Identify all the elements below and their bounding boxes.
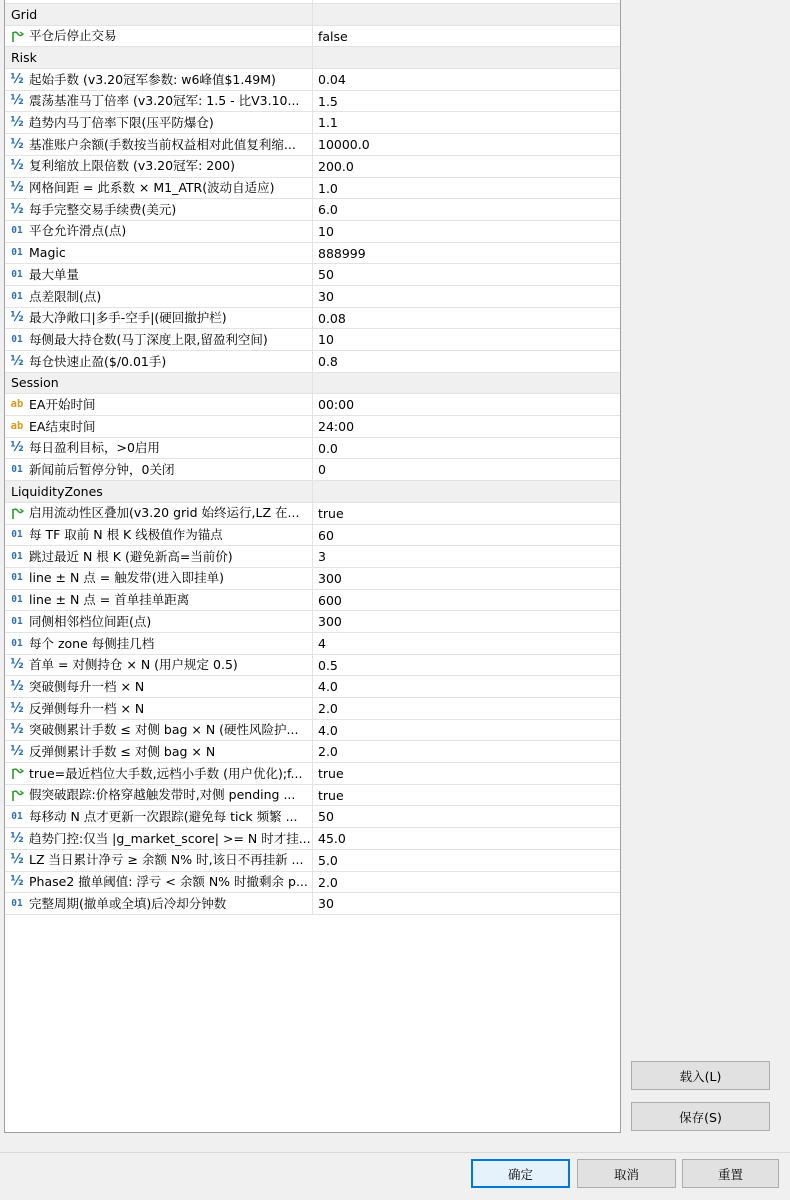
parameter-name-cell	[5, 394, 313, 415]
group-name-cell	[5, 4, 313, 25]
parameter-row[interactable]	[5, 698, 620, 720]
parameter-row[interactable]	[5, 156, 620, 178]
cancel-button[interactable]: 取消	[577, 1159, 676, 1188]
parameter-name-cell	[5, 655, 313, 676]
parameter-name-cell	[5, 459, 313, 480]
parameter-name-cell	[5, 568, 313, 589]
parameter-name-cell	[5, 741, 313, 762]
integer-type-icon: 01	[11, 811, 23, 823]
parameter-label: 最大净敞口|多手-空手|(硬回撤护栏)	[29, 310, 227, 326]
parameter-label: EA结束时间	[29, 418, 96, 434]
parameter-name-cell	[5, 763, 313, 784]
parameter-value-cell[interactable]: 3	[318, 549, 326, 565]
parameter-name-cell	[5, 850, 313, 871]
parameter-label: 同侧相邻档位间距(点)	[29, 613, 152, 629]
parameter-name-cell	[5, 329, 313, 350]
parameter-name-cell	[5, 264, 313, 285]
parameter-label: 最大单量	[29, 266, 80, 282]
parameter-name-cell	[5, 611, 313, 632]
parameter-name-cell	[5, 178, 313, 199]
parameter-row[interactable]	[5, 134, 620, 156]
double-type-icon: ½	[10, 657, 24, 673]
double-type-icon: ½	[10, 158, 24, 174]
parameter-row[interactable]	[5, 112, 620, 134]
parameter-row[interactable]	[5, 590, 620, 612]
parameter-label: Phase2 撤单阈值: 浮亏 < 余额 N% 时撤剩余 p...	[29, 874, 308, 890]
parameter-value-cell[interactable]: 4.0	[318, 722, 338, 738]
parameter-value-cell[interactable]: 0	[318, 462, 326, 478]
double-type-icon: ½	[10, 852, 24, 868]
parameter-label: line ± N 点 = 首单挂单距离	[29, 592, 190, 608]
parameter-label: 点差限制(点)	[29, 288, 102, 304]
parameter-row[interactable]	[5, 763, 620, 785]
parameter-value-cell[interactable]: true	[318, 787, 344, 803]
parameter-name-cell	[5, 351, 313, 372]
double-type-icon: ½	[10, 830, 24, 846]
parameter-label: 趋势内马丁倍率下限(压平防爆仓)	[29, 115, 214, 131]
parameter-value-cell[interactable]: 50	[318, 267, 334, 283]
parameter-value-cell[interactable]: 24:00	[318, 419, 355, 435]
parameter-row[interactable]	[5, 806, 620, 828]
group-label: Risk	[11, 49, 37, 65]
parameter-label: true=最近档位大手数,远档小手数 (用户优化);f...	[29, 765, 303, 781]
parameter-name-cell	[5, 525, 313, 546]
integer-type-icon: 01	[11, 247, 23, 259]
parameter-value-cell[interactable]: 10	[318, 223, 334, 239]
integer-type-icon: 01	[11, 615, 23, 627]
parameter-name-cell	[5, 308, 313, 329]
parameter-label: 网格间距 = 此系数 × M1_ATR(波动自适应)	[29, 180, 275, 196]
parameter-row[interactable]	[5, 785, 620, 807]
parameter-label: 基准账户余额(手数按当前权益相对此值复利缩...	[29, 136, 296, 152]
parameter-name-cell	[5, 872, 313, 893]
parameter-label: 突破侧每升一档 × N	[29, 678, 145, 694]
integer-type-icon: 01	[11, 897, 23, 909]
parameter-label: 复利缩放上限倍数 (v3.20冠军: 200)	[29, 158, 236, 174]
group-label: LiquidityZones	[11, 483, 103, 499]
parameter-value-cell[interactable]: 200.0	[318, 158, 354, 174]
parameter-name-cell	[5, 91, 313, 112]
parameter-row[interactable]	[5, 178, 620, 200]
parameter-row[interactable]	[5, 26, 620, 48]
parameter-name-cell	[5, 720, 313, 741]
parameter-label: 完整周期(撤单或全填)后冷却分钟数	[29, 895, 227, 911]
parameter-value-cell[interactable]: false	[318, 28, 348, 44]
group-value-cell	[313, 47, 620, 68]
parameters-grid[interactable]	[4, 0, 621, 1133]
parameter-name-cell	[5, 676, 313, 697]
group-name-cell	[5, 481, 313, 502]
parameter-name-cell	[5, 438, 313, 459]
group-header-row[interactable]	[5, 481, 620, 503]
group-value-cell	[313, 4, 620, 25]
parameter-name-cell	[5, 633, 313, 654]
parameter-value-cell[interactable]: 45.0	[318, 831, 346, 847]
parameter-value-cell[interactable]: 1.0	[318, 180, 338, 196]
double-type-icon: ½	[10, 136, 24, 152]
parameter-row[interactable]	[5, 221, 620, 243]
parameter-name-cell	[5, 893, 313, 914]
bool-flag-icon	[7, 785, 27, 806]
parameter-row[interactable]	[5, 351, 620, 373]
parameter-value-cell[interactable]: 60	[318, 527, 334, 543]
parameter-label: 反弹侧每升一档 × N	[29, 700, 145, 716]
parameter-label: 新闻前后暂停分钟，0关闭	[29, 462, 175, 478]
parameter-name-cell	[5, 221, 313, 242]
double-type-icon: ½	[10, 722, 24, 738]
parameter-value-cell[interactable]: 0.0	[318, 440, 338, 456]
parameter-label: 平仓允许滑点(点)	[29, 223, 127, 239]
parameter-value-cell[interactable]: 4.0	[318, 679, 338, 695]
parameter-value-cell[interactable]: 2.0	[318, 701, 338, 716]
parameters-rows	[5, 4, 620, 915]
parameter-value-cell[interactable]: 888999	[318, 245, 366, 261]
integer-type-icon: 01	[11, 268, 23, 280]
parameter-name-cell	[5, 806, 313, 827]
save-button[interactable]: 保存(S)	[631, 1102, 770, 1131]
parameter-value-cell[interactable]: 300	[318, 614, 342, 630]
parameter-row[interactable]	[5, 264, 620, 286]
parameter-value-cell[interactable]: 5.0	[318, 852, 338, 868]
double-type-icon: ½	[10, 115, 24, 131]
double-type-icon: ½	[10, 678, 24, 694]
parameter-name-cell	[5, 199, 313, 220]
parameter-label: 启用流动性区叠加(v3.20 grid 始终运行,LZ 在...	[29, 505, 300, 521]
parameter-value-cell[interactable]: 30	[318, 896, 334, 912]
parameter-name-cell	[5, 503, 313, 524]
parameter-value-cell[interactable]: 10	[318, 332, 334, 348]
parameter-value-cell[interactable]: 0.5	[318, 657, 338, 673]
parameter-label: 每手完整交易手续费(美元)	[29, 201, 177, 217]
parameter-name-cell	[5, 26, 313, 47]
parameter-label: 震荡基准马丁倍率 (v3.20冠军: 1.5 - 比V3.10...	[29, 93, 300, 109]
integer-type-icon: 01	[11, 572, 23, 584]
parameter-value-cell[interactable]: 0.04	[318, 72, 346, 88]
reset-button[interactable]: 重置	[682, 1159, 779, 1188]
parameter-value-cell[interactable]: true	[318, 505, 344, 521]
parameter-value-cell[interactable]: 1.5	[318, 93, 338, 109]
parameter-label: 每 TF 取前 N 根 K 线极值作为锚点	[29, 527, 223, 543]
group-value-cell	[313, 373, 620, 394]
parameter-name-cell	[5, 69, 313, 90]
parameter-name-cell	[5, 112, 313, 133]
parameter-row[interactable]	[5, 872, 620, 894]
group-name-cell	[5, 373, 313, 394]
parameter-row[interactable]	[5, 438, 620, 460]
parameter-row[interactable]	[5, 243, 620, 265]
parameter-name-cell	[5, 590, 313, 611]
parameter-row[interactable]	[5, 329, 620, 351]
parameter-row[interactable]	[5, 525, 620, 547]
parameter-name-cell	[5, 698, 313, 719]
double-type-icon: ½	[10, 700, 24, 716]
parameter-label: 跳过最近 N 根 K (避免新高=当前价)	[29, 548, 233, 564]
parameter-value-cell[interactable]: 300	[318, 570, 342, 586]
double-type-icon: ½	[10, 71, 24, 87]
parameter-label: 每移动 N 点才更新一次跟踪(避免每 tick 频繁 ...	[29, 809, 298, 825]
parameter-value-cell[interactable]: 0.8	[318, 354, 338, 369]
parameter-value-cell[interactable]: 4	[318, 635, 326, 651]
parameter-value-cell[interactable]: 2.0	[318, 744, 338, 760]
parameter-label: 每侧最大持仓数(马丁深度上限,留盈利空间)	[29, 331, 268, 347]
parameter-row[interactable]	[5, 199, 620, 221]
parameter-value-cell[interactable]: 10000.0	[318, 137, 370, 153]
integer-type-icon: 01	[11, 529, 23, 541]
parameter-label: 平仓后停止交易	[29, 28, 117, 44]
double-type-icon: ½	[10, 440, 24, 456]
parameter-label: 起始手数 (v3.20冠军参数: w6峰值$1.49M)	[29, 71, 276, 87]
parameter-value-cell[interactable]: 50	[318, 809, 334, 825]
double-type-icon: ½	[10, 93, 24, 109]
double-type-icon: ½	[10, 874, 24, 890]
parameter-label: 突破侧累计手数 ≤ 对侧 bag × N (硬性风险护...	[29, 722, 299, 738]
parameter-row[interactable]	[5, 503, 620, 525]
parameter-name-cell	[5, 156, 313, 177]
parameter-row[interactable]	[5, 611, 620, 633]
parameter-row[interactable]	[5, 568, 620, 590]
parameter-row[interactable]	[5, 720, 620, 742]
parameter-row[interactable]	[5, 828, 620, 850]
group-name-cell	[5, 47, 313, 68]
parameter-value-cell[interactable]: true	[318, 766, 344, 782]
group-value-cell	[313, 481, 620, 502]
parameter-row[interactable]	[5, 416, 620, 438]
parameter-row[interactable]	[5, 69, 620, 91]
integer-type-icon: 01	[11, 464, 23, 476]
load-button[interactable]: 载入(L)	[631, 1061, 770, 1090]
parameter-label: LZ 当日累计净亏 ≥ 余额 N% 时,该日不再挂新 ...	[29, 852, 304, 868]
integer-type-icon: 01	[11, 594, 23, 606]
bool-flag-icon	[7, 503, 27, 524]
parameter-label: EA开始时间	[29, 396, 96, 412]
parameter-row[interactable]	[5, 655, 620, 677]
parameter-name-cell	[5, 416, 313, 437]
double-type-icon: ½	[10, 743, 24, 759]
group-header-row[interactable]	[5, 373, 620, 395]
bool-flag-icon	[7, 763, 27, 784]
parameter-value-cell[interactable]: 2.0	[318, 874, 338, 890]
parameter-label: 假突破跟踪:价格穿越触发带时,对侧 pending ...	[29, 787, 296, 803]
double-type-icon: ½	[10, 310, 24, 326]
parameter-label: 每日盈利目标，>0启用	[29, 440, 160, 456]
group-label: Grid	[11, 6, 38, 22]
parameter-row[interactable]	[5, 850, 620, 872]
parameter-value-cell[interactable]: 00:00	[318, 397, 355, 413]
group-header-row[interactable]	[5, 47, 620, 69]
parameter-row[interactable]	[5, 676, 620, 698]
parameter-label: Magic	[29, 245, 66, 261]
parameter-name-cell	[5, 286, 313, 307]
integer-type-icon: 01	[11, 290, 23, 302]
parameter-value-cell[interactable]: 600	[318, 592, 342, 608]
integer-type-icon: 01	[11, 637, 23, 649]
parameter-name-cell	[5, 243, 313, 264]
group-label: Session	[11, 375, 59, 391]
parameter-name-cell	[5, 828, 313, 849]
double-type-icon: ½	[10, 353, 24, 369]
integer-type-icon: 01	[11, 225, 23, 237]
parameter-row[interactable]	[5, 741, 620, 763]
parameter-row[interactable]	[5, 394, 620, 416]
parameter-value-cell[interactable]: 1.1	[318, 115, 338, 131]
string-type-icon: ab	[10, 419, 24, 432]
integer-type-icon: 01	[11, 550, 23, 562]
parameter-row[interactable]	[5, 308, 620, 330]
parameter-name-cell	[5, 546, 313, 567]
parameter-label: 首单 = 对侧持仓 × N (用户规定 0.5)	[29, 657, 238, 673]
parameter-row[interactable]	[5, 91, 620, 113]
parameter-label: 趋势门控:仅当 |g_market_score| >= N 时才挂...	[29, 830, 311, 846]
parameter-label: line ± N 点 = 触发带(进入即挂单)	[29, 570, 224, 586]
parameter-label: 每个 zone 每侧挂几档	[29, 635, 155, 651]
parameter-row[interactable]	[5, 286, 620, 308]
parameter-value-cell[interactable]: 6.0	[318, 202, 338, 218]
double-type-icon: ½	[10, 201, 24, 217]
parameter-name-cell	[5, 785, 313, 806]
parameter-value-cell[interactable]: 0.08	[318, 310, 346, 326]
group-header-row[interactable]	[5, 4, 620, 26]
parameter-label: 每仓快速止盈($/0.01手)	[29, 353, 167, 369]
ok-button[interactable]: 确定	[471, 1159, 570, 1188]
double-type-icon: ½	[10, 180, 24, 196]
string-type-icon: ab	[10, 397, 24, 410]
parameter-row[interactable]	[5, 459, 620, 481]
parameter-row[interactable]	[5, 633, 620, 655]
parameter-label: 反弹侧累计手数 ≤ 对侧 bag × N	[29, 743, 216, 759]
bool-flag-icon	[7, 26, 27, 47]
parameter-row[interactable]	[5, 546, 620, 568]
parameter-name-cell	[5, 134, 313, 155]
integer-type-icon: 01	[11, 333, 23, 345]
parameter-value-cell[interactable]: 30	[318, 288, 334, 304]
parameter-row[interactable]	[5, 893, 620, 915]
